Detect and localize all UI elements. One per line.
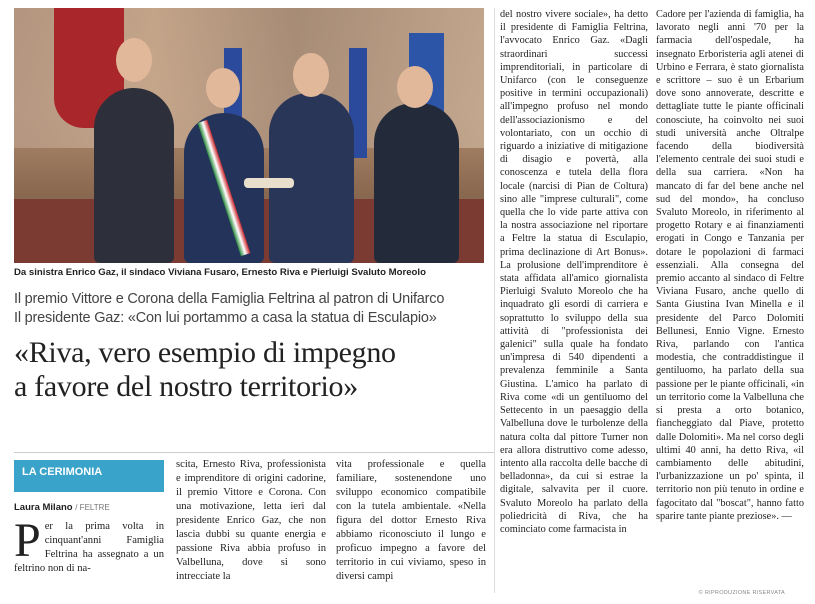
article-column-2: scita, Ernesto Riva, professionista e imprenditore di origini cadorine, il premio Vittore e Corona. Con una motivazione, letta ieri dal presidente Enrico Gaz, che non lascia dubbi su quante energia e passione Riva abbia profuso in Valbelluna, dove si sono intrecciate la: [176, 459, 326, 582]
headline-line-2: a favore del nostro territorio»: [14, 370, 358, 403]
award-scroll: [244, 178, 294, 188]
article-text: er la prima volta in cinquant'anni Famiglia Feltrina ha assegnato a un feltrino non di na-: [14, 521, 164, 574]
subtitle-line-2: Il presidente Gaz: «Con lui portammo a casa la statua di Esculapio»: [14, 310, 437, 326]
article-column-3: vita professionale e quella familiare, sostenendone uno sviluppo economico compatibile con la tutela ambientale. «Nella figura del dottor Ernesto Riva abbiamo riconosciuto il lungo e proficuo impegno a favore del territorio in cui viviamo, speso in diversi campi: [336, 459, 486, 582]
copyright-credit: © RIPRODUZIONE RISERVATA: [698, 590, 785, 596]
person-pierluigi-svaluto-moreolo: [374, 103, 459, 263]
photo-caption: Da sinistra Enrico Gaz, il sindaco Viviana Fusaro, Ernesto Riva e Pierluigi Svaluto Moreolo: [14, 267, 426, 278]
person-enrico-gaz: [94, 88, 174, 263]
column-divider: [494, 8, 495, 593]
headline-line-1: «Riva, vero esempio di impegno: [14, 336, 396, 369]
drop-cap: P: [14, 514, 41, 567]
subtitle-line-1: Il premio Vittore e Corona della Famiglia Feltrina al patron di Unifarco: [14, 291, 445, 307]
article-column-1: [14, 514, 164, 576]
divider: [14, 452, 494, 453]
section-label: LA CERIMONIA: [14, 460, 164, 492]
headline: [14, 336, 494, 404]
author-byline: [14, 502, 110, 513]
author-name: Laura Milano: [14, 502, 73, 513]
article-column-5: Cadore per l'azienda di famiglia, ha lavorato negli anni '70 per la farmacia dell'ospedale, ha insegnato Erboristeria agli atenei di Urbino e Ferrara, è stato giornalista e scrittore – suo è un Erbarium dove sono annoverate, descritte e dettagliate tutte le piante officinali conosciute, ha coinvolto nei suoi studi università anche Oltralpe facendo della biodiversità l'elemento centrale dei suoi studi e della sua carriera. «Non ha mancato di far del bene anche nel sud del mondo», ha concluso Svaluto Moreolo, in riferimento al progetto Rotary e ai finanziamenti erogati in Congo e Tanzania per dotare le popolazioni di farmaci essenziali. Alla consegna del premio accanto al sindaco di Feltre Viviana Fusaro, anche quello di Santa Giustina Ivan Minella e il presidente del Parco Dolomiti Bellunesi, Ennio Vigne. Ernesto Riva, parlando con l'antica modestia, che contraddistingue il gentiluomo, ha parlato della sua passione per le piante officinali, «in un territorio come la Valbelluna che si presta a orto botanico, fiancheggiato dal Piave, protetto dalle Dolomiti». Ma nel corso degli ultimi 40 anni, ha detto Riva, «il cambiamento delle abitudini, l'urbanizzazione un po' spinta, il territorio non più tenuto in ordine e fagocitato dal "boscat", hanno fatto sparire tante piante preziose». —: [656, 9, 804, 522]
article-column-4: del nostro vivere sociale», ha detto il presidente di Famiglia Feltrina, l'avvocato Enrico Gaz. «Dagli straordinari successi imprenditoriali, in particolare di Unifarco (con le conseguenze positive in termini occupazionali) all'impegno profuso nel mondo dell'associazionismo e del volontariato, con un occhio di riguardo a iniziative di mitigazione di disagio e povertà, alla conoscenza e tutela della flora locale (narcisi di Pian de Coltura) sino alle "imprese culturali", come quella che lo vide parte attiva con la nostra associazione nel riportare a Feltre la statua di Esculapio, prima declinazione di Art Bonus». La prolusione dell'imprenditore è stata affidata all'amico giornalista Pierluigi Svaluto Moreolo che ha inquadrato gli esordi di carriera e soprattutto lo sviluppo della sua attività di "professionista dei galenici" sulla quale ha fondato un'impresa di 540 dipendenti a prevalenza femminile a Santa Giustina. L'amico ha parlato di Riva come «di un gentiluomo del Settecento in un paesaggio della Valbelluna dove le turbolenze della natura colta dal pittore Turner non era allora distruttivo come adesso, intento alla raccolta delle bacche di belladonna», da cui si estrae la digitale, salvavita per il cuore. Svaluto Moreolo ha parlato della poliedricità di Riva, che ha cominciato come farmacista in: [500, 9, 648, 535]
article-photo: [14, 8, 484, 263]
author-location: / FELTRE: [75, 503, 110, 512]
